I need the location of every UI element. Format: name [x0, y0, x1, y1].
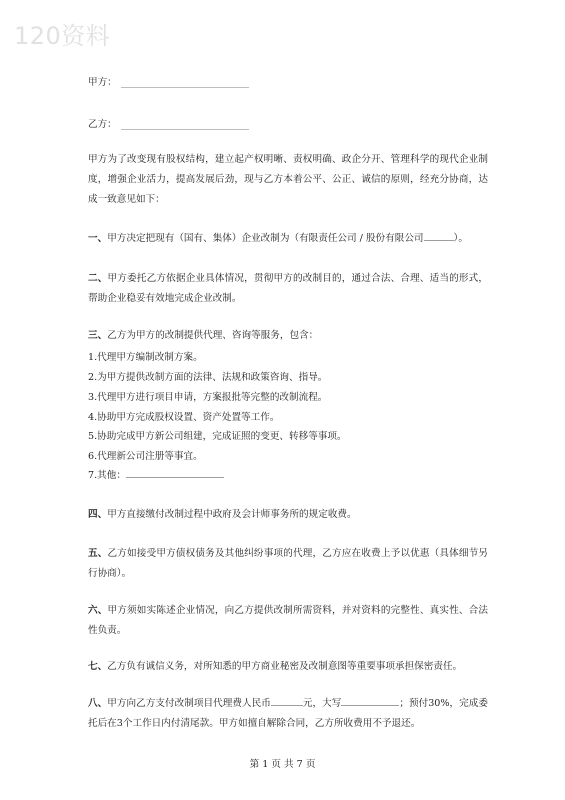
clause-3-item-7 — [88, 467, 224, 481]
clause-4-text: 甲方直接缴付改制过程中政府及会计师事务所的规定收费。 — [107, 509, 357, 520]
clause-5 — [88, 544, 488, 584]
clause-1-number: 一、 — [88, 233, 108, 244]
clause-2-number: 二、 — [88, 273, 108, 284]
clause-3-item-1: 1.代理甲方编制改制方案。 — [88, 352, 203, 363]
clause-7 — [88, 657, 488, 677]
clause-2 — [88, 269, 488, 309]
clause-8-number: 八、 — [88, 698, 108, 709]
clause-4-number: 四、 — [88, 509, 108, 520]
clause-1-text: 甲方决定把现有（国有、集体）企业改制为（有限责任公司 / 股份有限公司 — [107, 233, 424, 244]
clause-8-words-blank — [341, 695, 399, 706]
clause-6 — [88, 601, 488, 641]
clause-3-item-7-text: 7.其他： — [88, 470, 126, 481]
clause-3-item-2: 2.为甲方提供改制方面的法律、法规和政策咨询、指导。 — [88, 372, 328, 383]
party-a-field — [121, 77, 249, 88]
clause-3-item-5: 5.协助完成甲方新公司组建，完成证照的变更、转移等事项。 — [88, 431, 347, 442]
clause-1 — [88, 229, 488, 249]
clause-5-number: 五、 — [88, 548, 108, 559]
clause-6-text: 甲方须如实陈述企业情况，向乙方提供改制所需资料，并对资料的完整性、真实性、合法性负责。 — [88, 605, 489, 636]
party-b-line — [88, 116, 249, 130]
clause-1-blank — [424, 230, 454, 241]
clause-8-amount-blank — [271, 695, 303, 706]
clause-3-other-blank — [126, 467, 224, 478]
clause-7-text: 乙方负有诚信义务，对所知悉的甲方商业秘密及改制意图等重要事项承担保密责任。 — [107, 661, 463, 672]
party-a-line — [88, 74, 249, 88]
clause-8-text-a: 甲方向乙方支付改制项目代理费人民币 — [107, 698, 271, 709]
clause-3-item-6: 6.代理新公司注册等事宜。 — [88, 451, 203, 462]
clause-6-number: 六、 — [88, 605, 108, 616]
clause-5-text: 乙方如接受甲方债权债务及其他纠纷事项的代理，乙方应在收费上予以优惠（具体细节另行协商）。 — [88, 548, 489, 579]
page-footer: 第 1 页 共 7 页 — [249, 759, 316, 770]
clause-7-number: 七、 — [88, 661, 108, 672]
party-a-label: 甲方： — [88, 77, 117, 88]
clause-3-text: 乙方为甲方的改制提供代理、咨询等服务，包含： — [107, 330, 319, 341]
clause-8 — [88, 694, 488, 734]
clause-8-text-c: ；预付30%，完成委托后在3个工作日内付清尾款。甲方如擅自解除合同，乙方所收费用不予退还。 — [88, 698, 489, 729]
clause-4 — [88, 505, 488, 525]
clause-3 — [88, 326, 488, 346]
clause-3-item-4: 4.协助甲方完成股权设置、资产处置等工作。 — [88, 412, 280, 423]
clause-1-end: ）。 — [453, 233, 468, 244]
party-b-field — [121, 119, 249, 130]
clause-2-text: 甲方委托乙方依据企业具体情况，贯彻甲方的改制目的，通过合法、合理、适当的形式，帮助企业稳妥有效地完成企业改制。 — [88, 273, 489, 304]
clause-3-item-3: 3.代理甲方进行项目申请，方案报批等完整的改制流程。 — [88, 392, 328, 403]
party-b-label: 乙方： — [88, 119, 117, 130]
clause-8-text-b: 元，大写 — [302, 698, 342, 709]
watermark-logo: 120资料 — [14, 22, 111, 50]
intro-paragraph: 甲方为了改变现有股权结构，建立起产权明晰、责权明确、政企分开、管理科学的现代企业制度，增强企业活力，提高发展后劲，现与乙方本着公平、公正、诚信的原则，经充分协商，达成一致意见如下： — [88, 154, 488, 205]
clause-3-number: 三、 — [88, 330, 108, 341]
